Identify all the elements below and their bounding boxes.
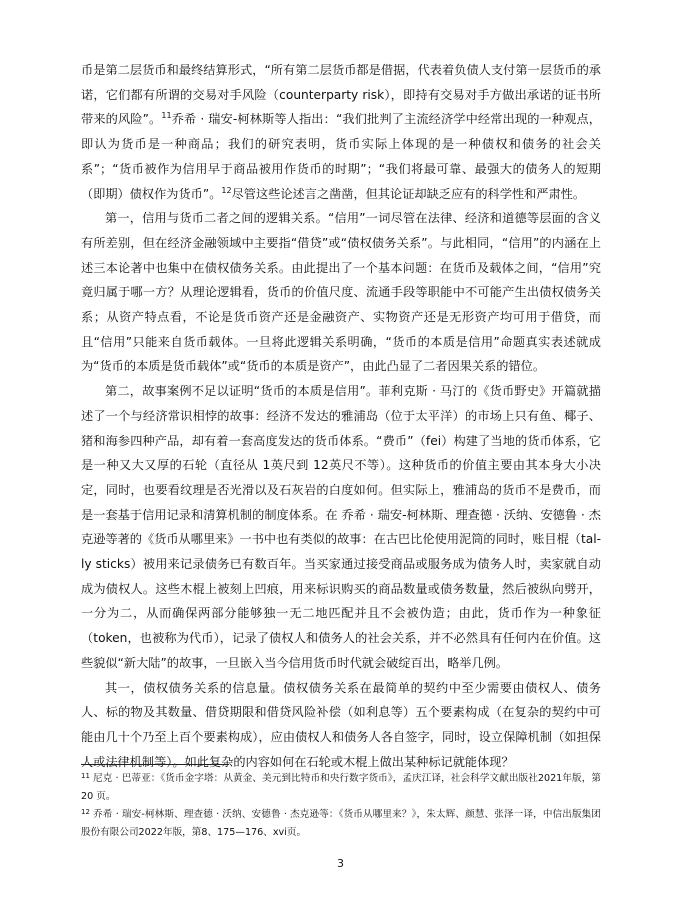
page-number: 3 xyxy=(337,857,344,870)
footnote-divider xyxy=(81,764,229,765)
paragraph xyxy=(81,206,601,379)
text-run: 尽管这些论述言之凿凿，但其论证却缺乏应有的科学性和严肃性。 xyxy=(231,186,586,201)
footnote-ref: 12 xyxy=(221,185,232,195)
paragraph xyxy=(81,58,601,206)
footnote xyxy=(81,770,601,806)
text-run: 其一，债权债务关系的信息量。债权债务关系在最简单的契约中至少需要由债权人、债务人、标的物及其数量、借贷期限和借贷风险补偿（如利息等）五个要素构成（在复杂的契约中可能由几十个乃至上百个要素构成），应由债权人和债务人各自签字，同时，设立保障机制（如担保人或法律机制等）。如此复杂的内容如何在石轮或木棍上做出某种标记就能体现？ xyxy=(81,680,601,769)
text-run: 币是第二层货币和最终结算形式，“所有第二层货币都是借据，代表着负债人支付第一层货币的承诺，它们都有所谓的交易对手风险（counterparty risk），即持有交易对手方做出承诺的证书所带来的风险”。 xyxy=(81,63,601,127)
text-run: 乔希 · 瑞安-柯林斯等人指出：“我们批判了主流经济学中经常出现的一种观点，即认为货币是一种商品；我们的研究表明，货币实际上体现的是一种债权和债务的社会关系”；“货币被作为信用早于商品被用作货币的时期”；“我们将最可靠、最强大的债务人的短期（即期）债权作为货币”。 xyxy=(81,112,601,201)
footnote-ref: 11 xyxy=(161,111,172,121)
footnote-mark: 11 xyxy=(81,772,90,780)
paragraph xyxy=(81,676,601,775)
paragraph xyxy=(81,379,601,675)
text-run: 第一，信用与货币二者之间的逻辑关系。“信用”一词尽管在法律、经济和道德等层面的含义有所差别，但在经济金融领域中主要指“借贷”或“债权债务关系”。与此相同，“信用”的内涵在上述三本论著中也集中在债权债务关系。由此提出了一个基本问题：在货币及载体之间，“信用”究竟归属于哪一方？从理论逻辑看，货币的价值尺度、流通手段等职能中不可能产生出债权债务关系；从资产特点看，不论是货币资产还是金融资产、实物资产还是无形资产均可用于借贷，而且“信用”只能来自货币载体。一旦将此逻辑关系明确，“货币的本质是信用”命题真实表述就成为“货币的本质是货币载体”或“货币的本质是资产”，由此凸显了二者因果关系的错位。 xyxy=(81,211,601,374)
footnote xyxy=(81,806,601,842)
footnote-text: 乔希 · 瑞安-柯林斯、理查德 · 沃纳、安德鲁 · 杰克逊等：《货币从哪里来？》，朱太辉、颜慧、张泽一译，中信出版集团股份有限公司2022年版，第8、175—176、xvi页。 xyxy=(81,809,601,838)
body-text xyxy=(81,58,601,774)
footnote-text: 尼克 · 巴蒂亚：《货币金字塔：从黄金、美元到比特币和央行数字货币》，孟庆江译，社会科学文献出版社2021年版，第20 页。 xyxy=(81,773,601,802)
footnote-mark: 12 xyxy=(81,808,90,816)
text-run: 第二，故事案例不足以证明“货币的本质是信用”。菲利克斯 · 马汀的《货币野史》开篇就描述了一个与经济常识相悖的故事：经济不发达的雅浦岛（位于太平洋）的市场上只有鱼、椰子、猪和海参四种产品，却有着一套高度发达的货币体系。“费币”（fei）构建了当地的货币体系，它是一种又大又厚的石轮（直径从 1英尺到 12英尺不等）。这种货币的价值主要由其本身大小决定，同时，也要看纹理是否光滑以及石灰岩的白度如何。但实际上，雅浦岛的货币不是费币，而是一套基于信用记录和清算机制的制度体系。在 乔希 · 瑞安-柯林斯、理查德 · 沃纳、安德鲁 · 杰克逊等著的《货币从哪里来》一书中也有类似的故事：在古巴比伦使用泥筒的同时，账目棍（tal- ly sticks）被用来记录债务已有数百年。当买家通过接受商品或服务成为债务人时，卖家就自动成为债权人。这些木棍上被刻上凹痕，用来标识购买的商品数量或债务数量，然后被纵向劈开，一分为二，从而确保两部分能够独一无二地匹配并且不会被伪造；由此，货币作为一种象征（token，也被称为代币），记录了债权人和债务人的社会关系，并不必然具有任何内在价值。这些貌似“新大陆”的故事，一旦嵌入当今信用货币时代就会破绽百出，略举几例。 xyxy=(81,384,601,670)
footnotes xyxy=(81,770,601,842)
